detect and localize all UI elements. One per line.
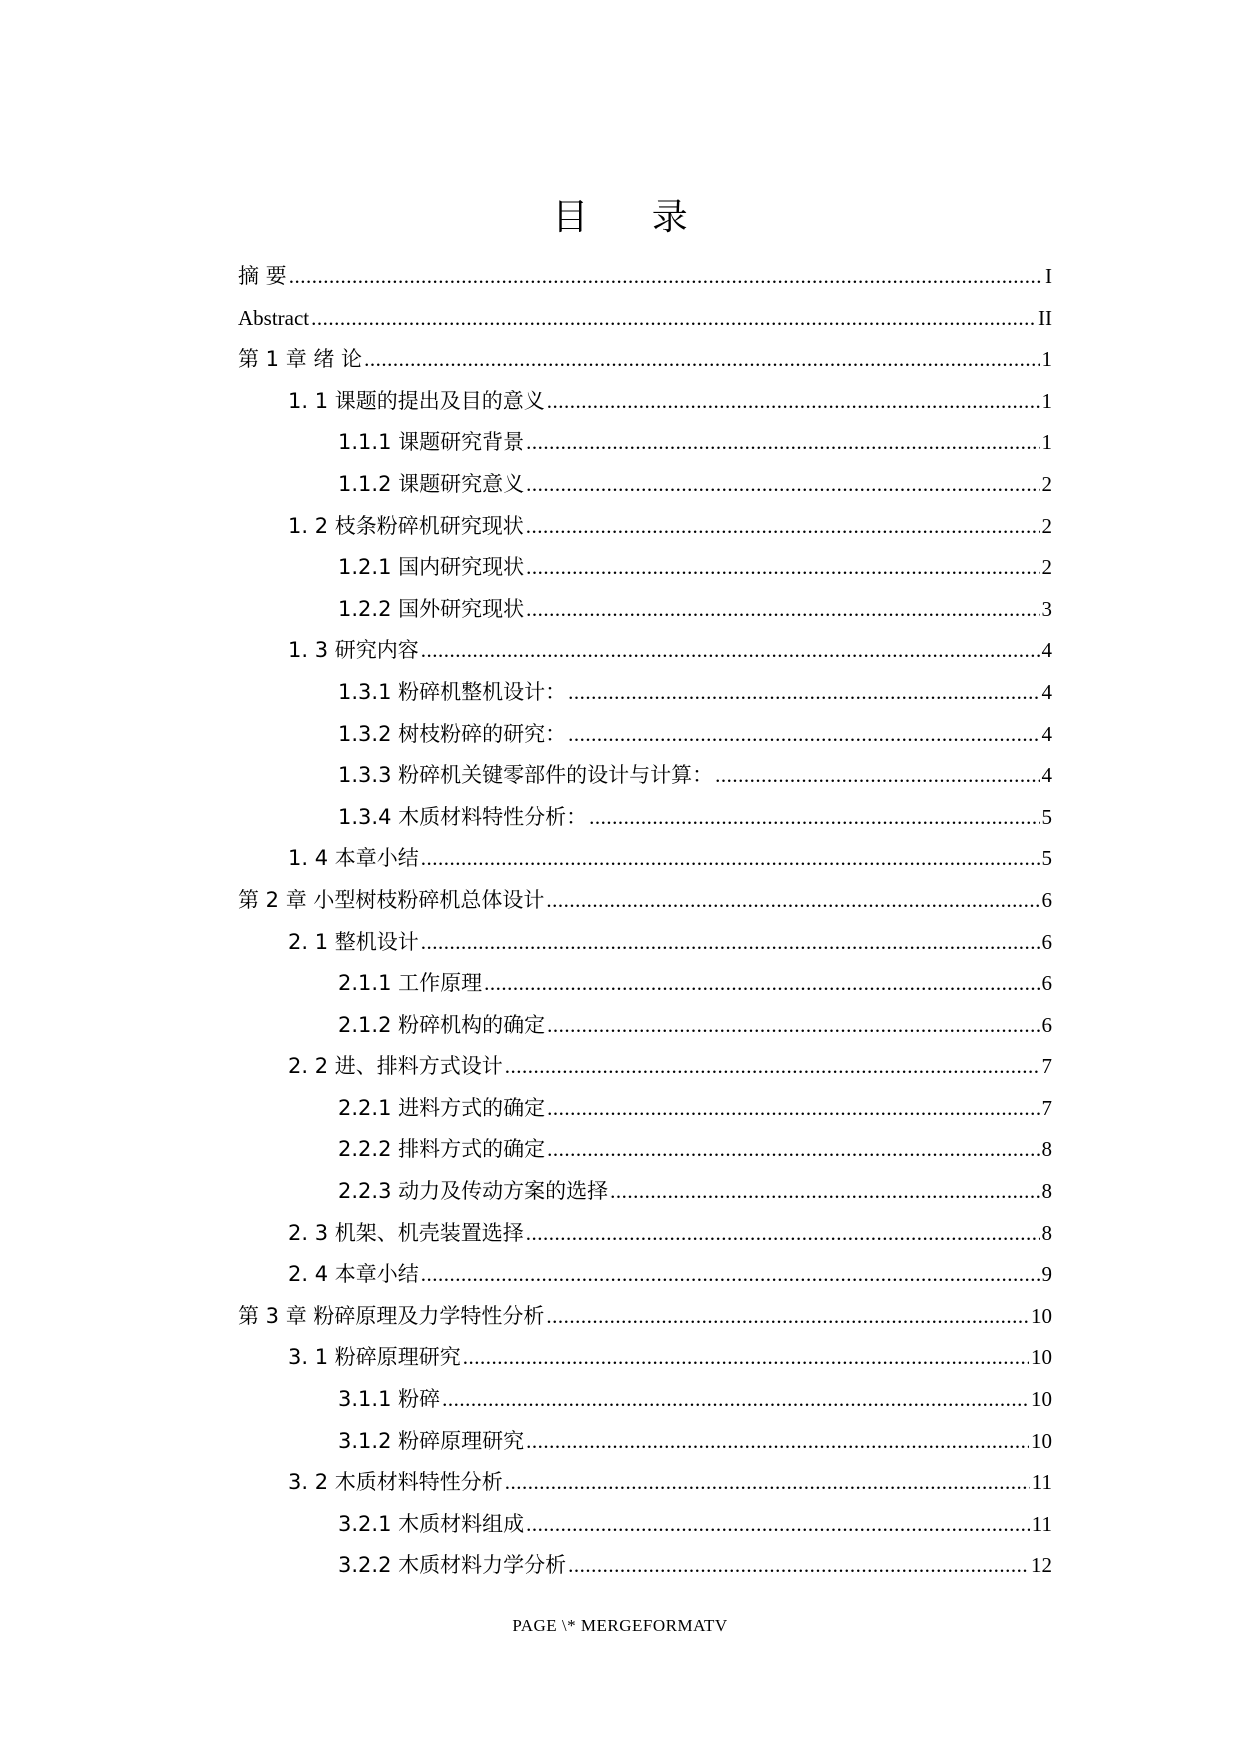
toc-page-number: 11 bbox=[1031, 1511, 1052, 1536]
toc-entry-label: 3. 1 粉碎原理研究 bbox=[288, 1345, 461, 1370]
dot-leader bbox=[568, 1545, 1029, 1587]
toc-entry[interactable] bbox=[238, 1421, 1052, 1463]
toc-page-number: 11 bbox=[1031, 1470, 1052, 1495]
dot-leader bbox=[505, 1462, 1030, 1504]
toc-entry[interactable] bbox=[238, 714, 1052, 756]
dot-leader bbox=[526, 506, 1040, 548]
table-of-contents bbox=[238, 256, 1052, 1587]
toc-entry[interactable] bbox=[238, 589, 1052, 631]
dot-leader bbox=[526, 1504, 1030, 1546]
toc-entry-label: 1.3.2 树枝粉碎的研究： bbox=[338, 721, 567, 746]
toc-entry[interactable] bbox=[238, 381, 1052, 423]
dot-leader bbox=[568, 714, 1039, 756]
toc-entry-label: 2. 2 进、排料方式设计 bbox=[288, 1054, 503, 1079]
dot-leader bbox=[421, 630, 1040, 672]
toc-entry-label: 摘 要 bbox=[238, 264, 287, 288]
toc-page-number: 5 bbox=[1041, 846, 1052, 871]
toc-page-number: 4 bbox=[1041, 679, 1052, 704]
toc-page-number: II bbox=[1038, 305, 1052, 330]
dot-leader bbox=[526, 547, 1039, 589]
toc-page-number: 4 bbox=[1041, 638, 1052, 663]
toc-entry-label: 3.1.2 粉碎原理研究 bbox=[338, 1428, 525, 1453]
toc-entry-label: 1. 1 课题的提出及目的意义 bbox=[288, 388, 545, 413]
toc-entry[interactable] bbox=[238, 797, 1052, 839]
toc-entry-label: 1.2.2 国外研究现状 bbox=[338, 596, 525, 621]
toc-entry[interactable] bbox=[238, 1088, 1052, 1130]
toc-entry-label: 1.1.1 课题研究背景 bbox=[338, 430, 525, 455]
toc-page-number: 7 bbox=[1041, 1054, 1052, 1079]
dot-leader bbox=[463, 1337, 1029, 1379]
toc-entry[interactable] bbox=[238, 1545, 1052, 1587]
toc-entry[interactable] bbox=[238, 464, 1052, 506]
dot-leader bbox=[421, 1254, 1040, 1296]
toc-entry-label: 2. 4 本章小结 bbox=[288, 1262, 419, 1287]
toc-page-number: 6 bbox=[1041, 929, 1052, 954]
toc-entry-label: 3.2.2 木质材料力学分析 bbox=[338, 1553, 567, 1578]
toc-entry-label: 1.1.2 课题研究意义 bbox=[338, 471, 525, 496]
toc-page-number: 8 bbox=[1041, 1179, 1052, 1204]
toc-entry-label: 2.2.2 排料方式的确定 bbox=[338, 1137, 546, 1162]
dot-leader bbox=[526, 589, 1039, 631]
dot-leader bbox=[715, 755, 1039, 797]
toc-page-number: 10 bbox=[1031, 1387, 1052, 1412]
toc-entry[interactable] bbox=[238, 880, 1052, 922]
toc-entry-label: 1. 2 枝条粉碎机研究现状 bbox=[288, 513, 524, 538]
dot-leader bbox=[421, 838, 1040, 880]
toc-entry-label: 2. 3 机架、机壳装置选择 bbox=[288, 1220, 524, 1245]
dot-leader bbox=[311, 298, 1036, 340]
toc-entry[interactable] bbox=[238, 298, 1052, 340]
toc-entry[interactable] bbox=[238, 838, 1052, 880]
toc-page-number: 10 bbox=[1031, 1428, 1052, 1453]
toc-entry[interactable] bbox=[238, 630, 1052, 672]
toc-entry[interactable] bbox=[238, 339, 1052, 381]
toc-page-number: 2 bbox=[1041, 471, 1052, 496]
toc-entry-label: 第 1 章 绪 论 bbox=[238, 347, 363, 372]
toc-page-number: 3 bbox=[1041, 596, 1052, 621]
toc-entry[interactable] bbox=[238, 1504, 1052, 1546]
toc-entry[interactable] bbox=[238, 1129, 1052, 1171]
dot-leader bbox=[364, 339, 1039, 381]
toc-page-number: 1 bbox=[1041, 388, 1052, 413]
toc-entry[interactable] bbox=[238, 547, 1052, 589]
toc-entry-label: Abstract bbox=[238, 305, 310, 330]
toc-entry[interactable] bbox=[238, 256, 1052, 298]
toc-entry[interactable] bbox=[238, 1213, 1052, 1255]
toc-entry-label: 1. 4 本章小结 bbox=[288, 846, 419, 871]
dot-leader bbox=[547, 1129, 1039, 1171]
toc-page-number: 8 bbox=[1041, 1220, 1052, 1245]
toc-entry-label: 2.2.1 进料方式的确定 bbox=[338, 1095, 546, 1120]
toc-entry-label: 第 2 章 小型树枝粉碎机总体设计 bbox=[238, 887, 545, 912]
toc-entry-label: 1. 3 研究内容 bbox=[288, 638, 419, 663]
toc-entry-label: 3.1.1 粉碎 bbox=[338, 1387, 441, 1412]
toc-page-number: 7 bbox=[1041, 1095, 1052, 1120]
dot-leader bbox=[589, 797, 1039, 839]
toc-entry[interactable] bbox=[238, 755, 1052, 797]
toc-page-number: 4 bbox=[1041, 763, 1052, 788]
toc-page-number: 2 bbox=[1041, 513, 1052, 538]
dot-leader bbox=[546, 880, 1039, 922]
dot-leader bbox=[547, 1005, 1039, 1047]
toc-entry[interactable] bbox=[238, 1171, 1052, 1213]
toc-page-number: 8 bbox=[1041, 1137, 1052, 1162]
toc-page-number: 5 bbox=[1041, 804, 1052, 829]
dot-leader bbox=[484, 963, 1039, 1005]
dot-leader bbox=[526, 1213, 1040, 1255]
dot-leader bbox=[421, 922, 1040, 964]
toc-entry-label: 1.3.1 粉碎机整机设计： bbox=[338, 679, 567, 704]
toc-page-number: 4 bbox=[1041, 721, 1052, 746]
toc-entry[interactable] bbox=[238, 963, 1052, 1005]
page-footer-field: PAGE \* MERGEFORMATV bbox=[512, 1616, 728, 1635]
toc-entry-label: 2. 1 整机设计 bbox=[288, 929, 419, 954]
toc-page-number: 1 bbox=[1041, 430, 1052, 455]
toc-page-number: 10 bbox=[1031, 1303, 1052, 1328]
dot-leader bbox=[547, 1088, 1039, 1130]
toc-entry-label: 2.1.1 工作原理 bbox=[338, 971, 483, 996]
toc-entry[interactable] bbox=[238, 1254, 1052, 1296]
toc-entry[interactable] bbox=[238, 1005, 1052, 1047]
toc-page-number: 6 bbox=[1041, 971, 1052, 996]
toc-entry-label: 3.2.1 木质材料组成 bbox=[338, 1511, 525, 1536]
toc-entry[interactable] bbox=[238, 1337, 1052, 1379]
toc-entry-label: 2.1.2 粉碎机构的确定 bbox=[338, 1012, 546, 1037]
toc-page-number: 10 bbox=[1031, 1345, 1052, 1370]
toc-entry[interactable] bbox=[238, 922, 1052, 964]
toc-entry-label: 1.3.4 木质材料特性分析： bbox=[338, 804, 588, 829]
toc-entry[interactable] bbox=[238, 1379, 1052, 1421]
toc-page-number: 6 bbox=[1041, 1012, 1052, 1037]
dot-leader bbox=[610, 1171, 1039, 1213]
dot-leader bbox=[526, 1421, 1029, 1463]
toc-page-number: 9 bbox=[1041, 1262, 1052, 1287]
toc-page-number: 6 bbox=[1041, 887, 1052, 912]
dot-leader bbox=[442, 1379, 1029, 1421]
dot-leader bbox=[526, 464, 1039, 506]
toc-page-number: 1 bbox=[1041, 347, 1052, 372]
toc-title: 目 录 bbox=[552, 197, 714, 238]
dot-leader bbox=[547, 381, 1040, 423]
toc-entry-label: 3. 2 木质材料特性分析 bbox=[288, 1470, 503, 1495]
dot-leader bbox=[546, 1296, 1029, 1338]
toc-entry-label: 1.2.1 国内研究现状 bbox=[338, 555, 525, 580]
toc-page-number: 2 bbox=[1041, 555, 1052, 580]
toc-entry[interactable] bbox=[238, 1462, 1052, 1504]
toc-entry-label: 第 3 章 粉碎原理及力学特性分析 bbox=[238, 1303, 545, 1328]
toc-entry[interactable] bbox=[238, 672, 1052, 714]
toc-entry[interactable] bbox=[238, 1296, 1052, 1338]
dot-leader bbox=[568, 672, 1039, 714]
toc-entry[interactable] bbox=[238, 422, 1052, 464]
toc-page-number: I bbox=[1045, 264, 1052, 288]
toc-entry[interactable] bbox=[238, 506, 1052, 548]
dot-leader bbox=[526, 422, 1039, 464]
dot-leader bbox=[289, 256, 1043, 298]
toc-page-number: 12 bbox=[1031, 1553, 1052, 1578]
toc-entry[interactable] bbox=[238, 1046, 1052, 1088]
dot-leader bbox=[505, 1046, 1040, 1088]
toc-entry-label: 1.3.3 粉碎机关键零部件的设计与计算： bbox=[338, 763, 714, 788]
toc-entry-label: 2.2.3 动力及传动方案的选择 bbox=[338, 1179, 609, 1204]
